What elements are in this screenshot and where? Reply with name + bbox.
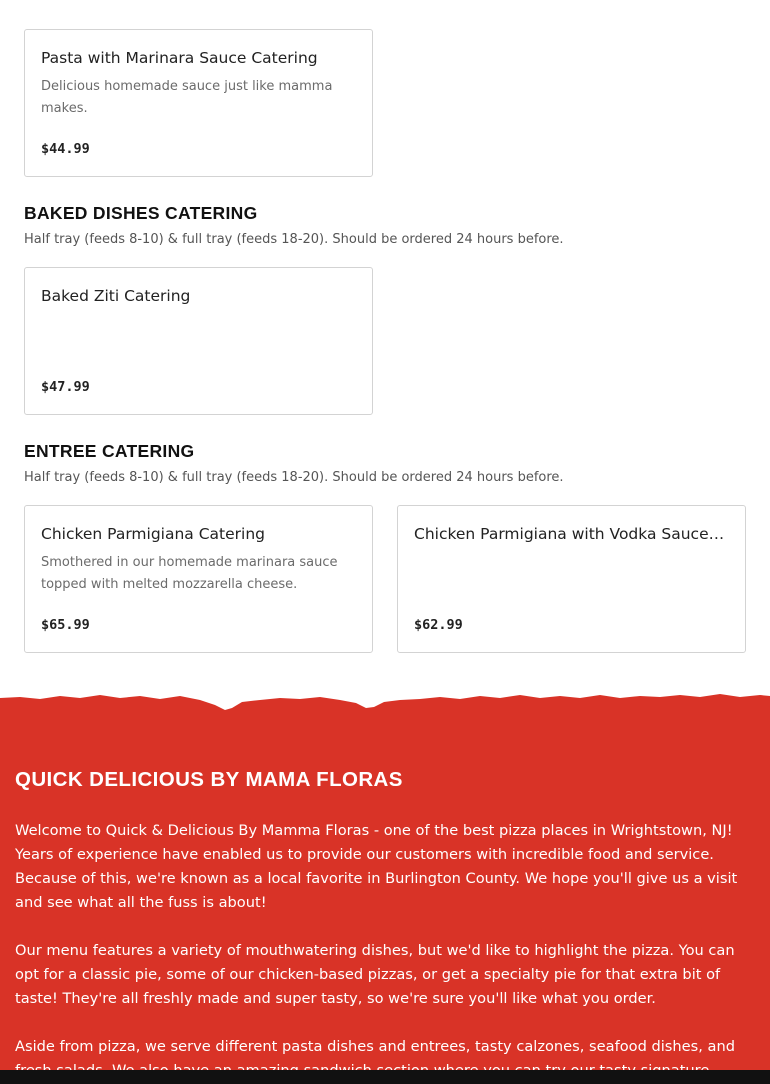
footer-background [0,716,770,1084]
menu-item-name: Pasta with Marinara Sauce Catering [41,49,318,67]
menu-item-card[interactable] [397,505,746,653]
section-subtitle: Half tray (feeds 8-10) & full tray (feeds 18-20). Should be ordered 24 hours before. [24,232,564,247]
menu-item-description: Delicious homemade sauce just like mamma makes. [41,79,333,116]
menu-item-card[interactable] [24,267,373,415]
footer-paragraph: Welcome to Quick & Delicious By Mamma Floras - one of the best pizza places in Wrightstown, NJ! Years of experience have enabled us to provide our customers with incredible food and service. Because of this, we're known as a local favorite in Burlington County. We hope you'll give us a visit and see what all the fuss is about! [15,822,738,911]
menu-item-price: $44.99 [41,141,90,157]
footer-paragraph: Aside from pizza, we serve different pasta dishes and entrees, tasty calzones, seafood dishes, and [15,1038,735,1055]
menu-item-name: Baked Ziti Catering [41,287,191,305]
menu-item-name: Chicken Parmigiana Catering [41,525,266,543]
footer-paragraph: Our menu features a variety of mouthwatering dishes, but we'd like to highlight the pizza. You can opt for a classic pie, some of our chicken-based pizzas, or get a specialty pie for that extra bit of taste! They're all freshly made and super tasty, so we're sure you'll like what you order. [15,942,735,1007]
menu-item-price: $65.99 [41,617,90,633]
menu-item-description: Smothered in our homemade marinara sauce topped with melted mozzarella cheese. [41,555,338,592]
torn-paper-edge [0,688,770,718]
menu-item-card[interactable] [24,29,373,177]
section-title: ENTREE CATERING [24,441,195,461]
menu-item-price: $47.99 [41,379,90,395]
section-title: BAKED DISHES CATERING [24,203,258,223]
menu-item-name: Chicken Parmigiana with Vodka Sauce… [414,525,725,543]
section-subtitle: Half tray (feeds 8-10) & full tray (feeds 18-20). Should be ordered 24 hours before. [24,470,564,485]
bottom-bar [0,1070,770,1084]
menu-item-price: $62.99 [414,617,463,633]
about-footer [0,688,770,1084]
menu-item-card[interactable] [24,505,373,653]
footer-title: QUICK DELICIOUS BY MAMA FLORAS [15,768,403,791]
